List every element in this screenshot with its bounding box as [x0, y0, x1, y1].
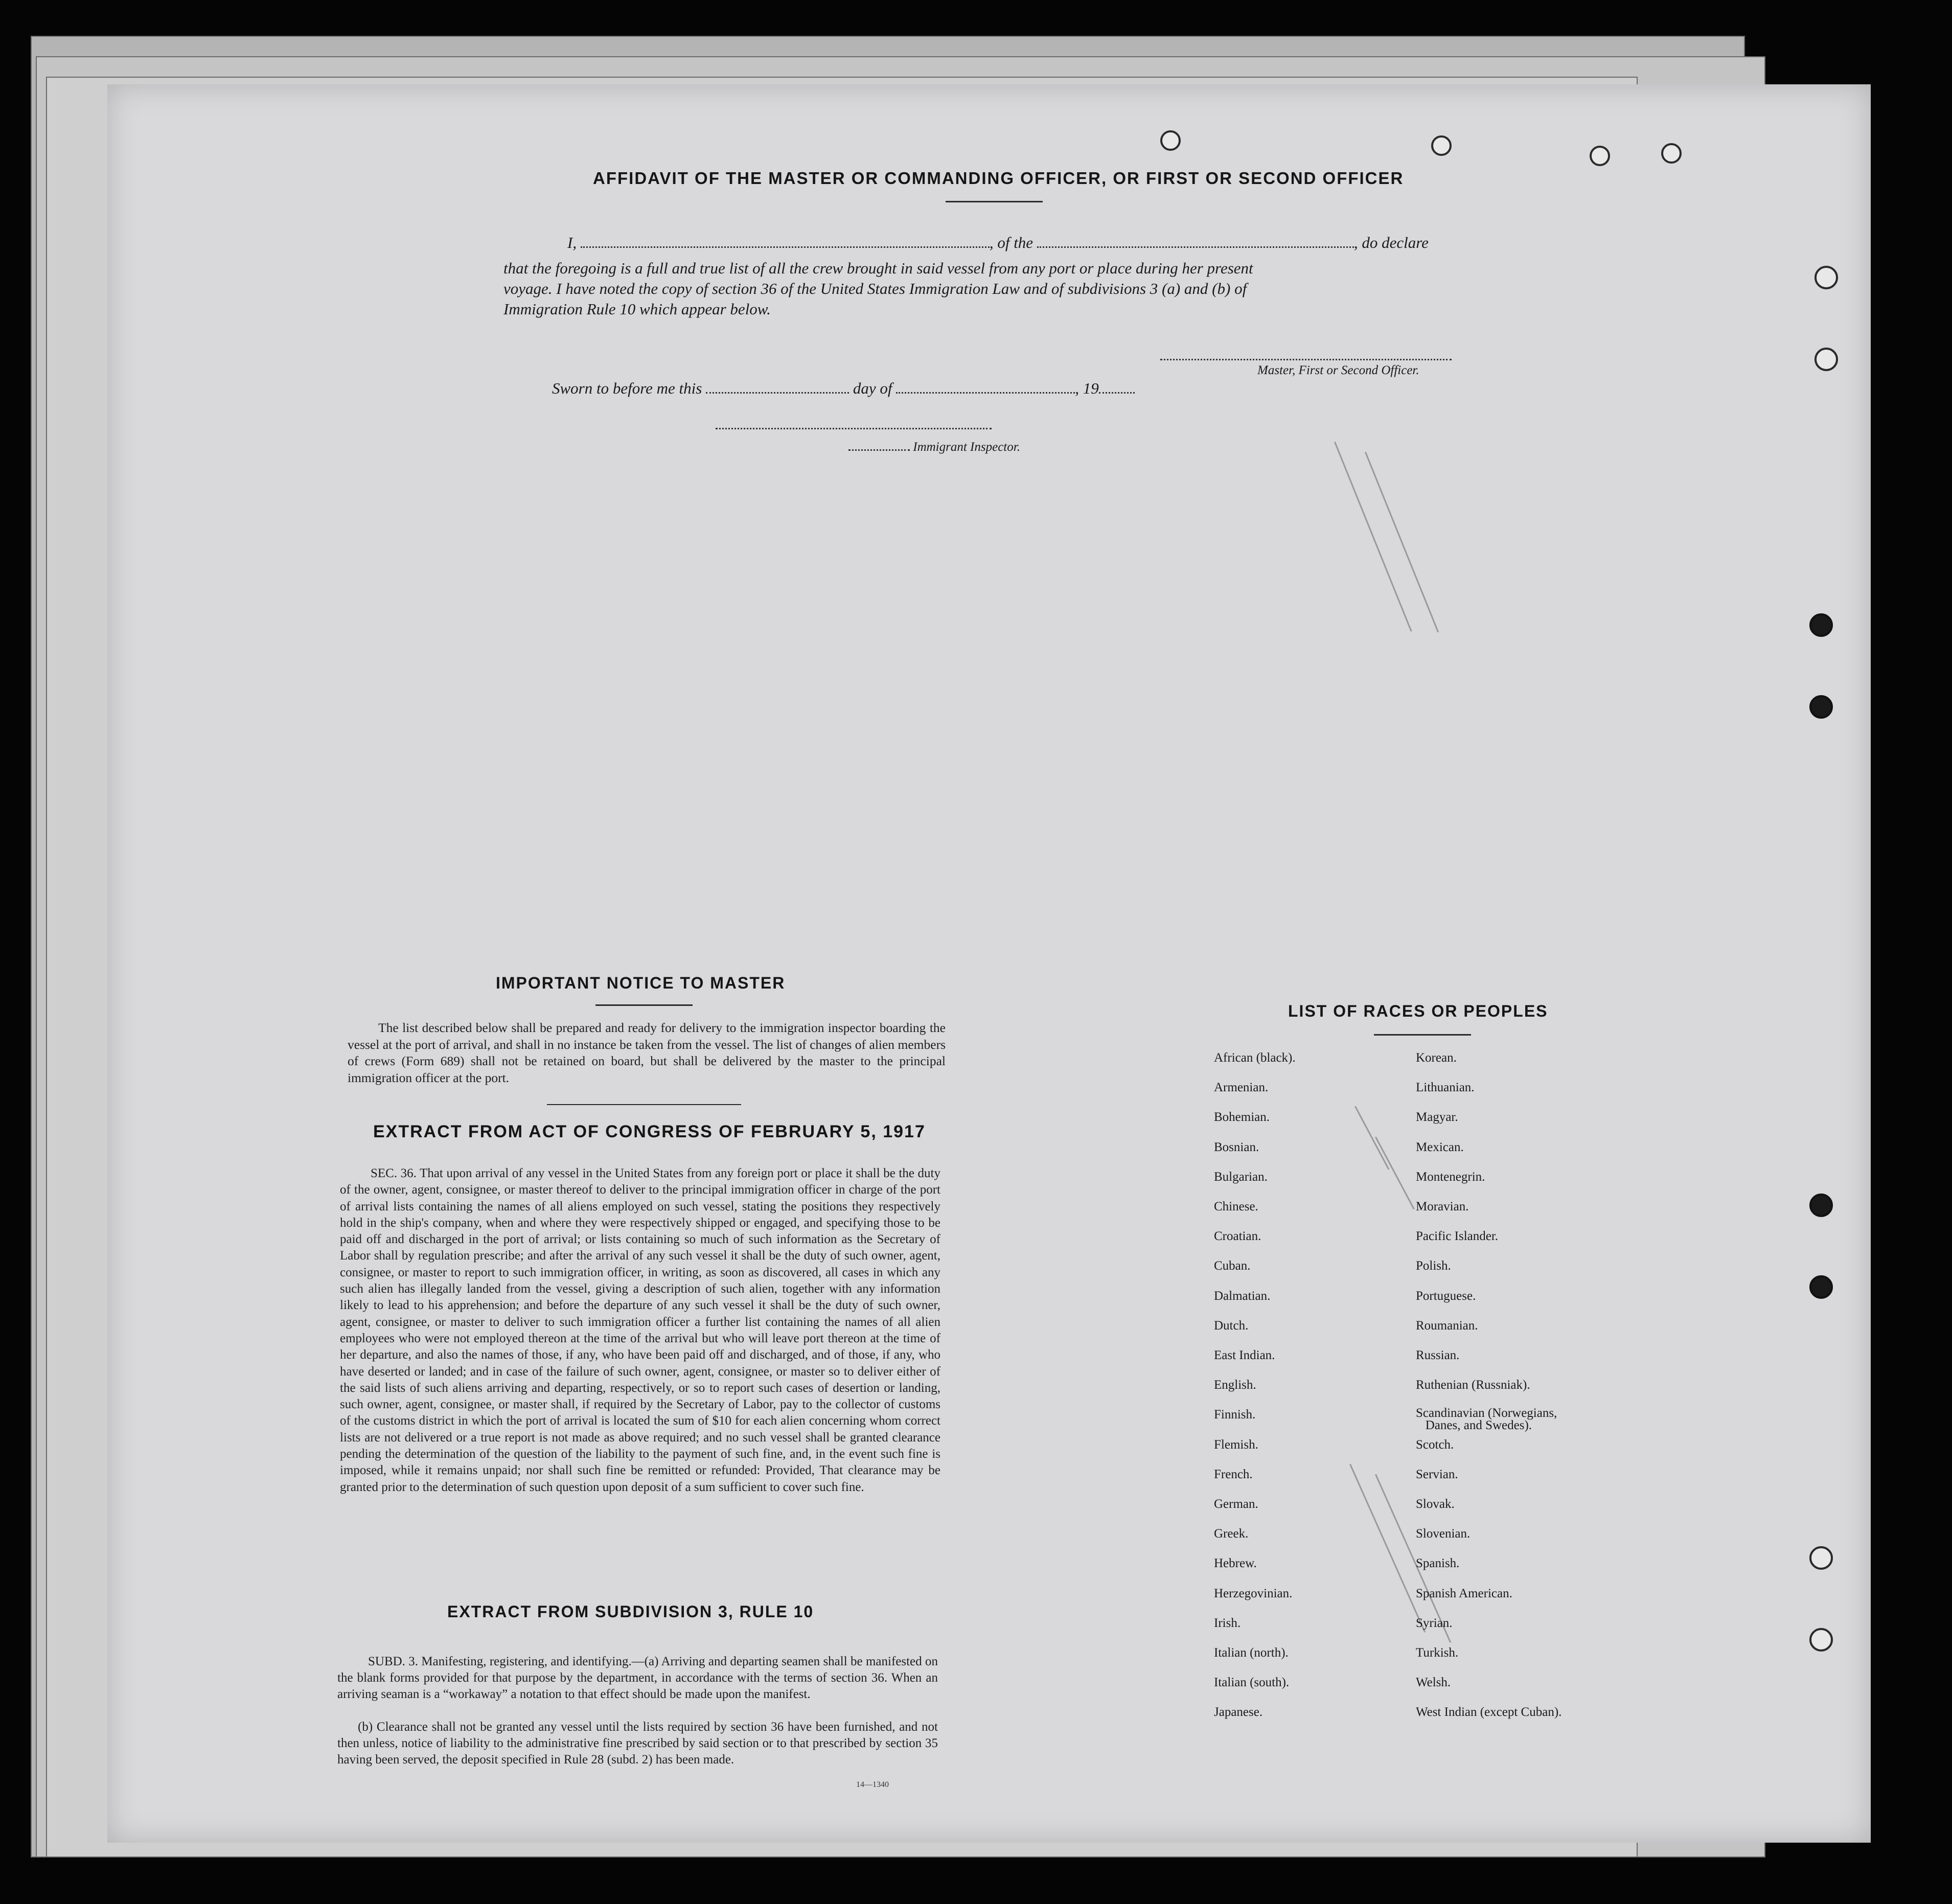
- punch-hole: [1815, 348, 1838, 371]
- punch-hole: [1809, 1628, 1833, 1651]
- year-label: , 19: [1075, 379, 1099, 397]
- race-item: Italian (north).: [1214, 1646, 1289, 1660]
- race-item: Scotch.: [1416, 1437, 1454, 1452]
- race-item: Magyar.: [1416, 1110, 1458, 1125]
- race-item: Flemish.: [1214, 1437, 1258, 1452]
- name-blank[interactable]: [581, 234, 990, 248]
- affidavit-title: AFFIDAVIT OF THE MASTER OR COMMANDING OFFICER, OR FIRST OR SECOND OFFICER: [593, 169, 1404, 188]
- sworn-month-blank[interactable]: [896, 380, 1075, 394]
- race-item: English.: [1214, 1378, 1256, 1392]
- year-blank[interactable]: [1099, 380, 1135, 394]
- punch-hole: [1809, 1275, 1833, 1299]
- affidavit-i: I,: [567, 234, 577, 251]
- race-item: Lithuanian.: [1416, 1081, 1475, 1095]
- punch-hole: [1815, 266, 1838, 289]
- punch-hole: [1809, 613, 1833, 637]
- race-item: Ruthenian (Russniak).: [1416, 1378, 1530, 1392]
- inspector-caption-line: [848, 437, 1020, 457]
- rule-extract-title: EXTRACT FROM SUBDIVISION 3, RULE 10: [447, 1602, 814, 1621]
- punch-hole: [1809, 695, 1833, 719]
- vessel-blank[interactable]: [1037, 234, 1354, 248]
- race-item: Hebrew.: [1214, 1556, 1257, 1571]
- affidavit-line-1: [567, 233, 1429, 253]
- act-section-36-text: SEC. 36. That upon arrival of any vessel in the United States from any foreign port or place it shall be the duty of the owner, agent, consignee, or master thereof to deliver to the principal immigration officer in charge of the port of arrival lists containing the names of all aliens employed on such vessel, stating the positions they respectively hold in the ship's company, when and where they were respectively shipped or engaged, and specifying those to be paid off and discharged in the port of arrival; or lists containing so much of such information as the Secretary of Labor shall by regulation prescribe; and after the arrival of any such vessel it shall be the duty of such owner, agent, consignee, or master to report to such immigration officer, in writing, as soon as discovered, all cases in which any such alien has illegally landed from the vessel, giving a description of such alien, together with any information likely to lead to his apprehension; and before the departure of any such vessel it shall be the duty of such owner, agent, consignee, or master to deliver to such immigration officer a further list containing the names of all alien employees who were not employed thereon at the time of the arrival but who will leave port thereon at the time of her departure, and also the names of those, if any, who have been paid off and discharged, and of those, if any, who have deserted or landed; and in case of the failure of such owner, agent, consignee, or master so to deliver either of the said lists of such aliens arriving and departing, respectively, or so to report such cases of desertion or landing, such owner, agent, consignee, or master shall, if required by the Secretary of Labor, pay to the collector of customs of the customs district in which the port of arrival is located the sum of $10 for each alien concerning whom correct lists are not delivered or a true report is not made as above required; and no such vessel shall be granted clearance pending the determination of the question of the liability to the payment of such fine, and, in the event such fine is imposed, while it remains unpaid; nor shall such fine be remitted or refunded: Provided, That clearance may be granted prior to the determination of such question upon deposit of a sum sufficient to cover such fine.: [340, 1166, 940, 1494]
- punch-hole: [1809, 1194, 1833, 1217]
- sworn-day-blank[interactable]: [706, 380, 849, 394]
- rule-subd-3b-text: (b) Clearance shall not be granted any vessel until the lists required by section 36 have been furnished, and not then unless, notice of liability to the administrative fine prescribed by said section or to that prescribed by section 35 having been served, the deposit specified in Rule 28 (subd. 2) has been made.: [337, 1720, 938, 1767]
- race-item: Russian.: [1416, 1348, 1460, 1362]
- affidavit-line-4: Immigration Rule 10 which appear below.: [503, 300, 771, 318]
- race-item: Japanese.: [1214, 1705, 1263, 1719]
- pencil-mark: [1375, 1137, 1415, 1210]
- notice-title: IMPORTANT NOTICE TO MASTER: [496, 974, 786, 992]
- inspector-signature-line[interactable]: [716, 414, 992, 434]
- race-item: Korean.: [1416, 1051, 1457, 1065]
- race-item: Dutch.: [1214, 1318, 1249, 1333]
- day-of-label: day of: [853, 379, 892, 397]
- pencil-mark: [1349, 1464, 1426, 1633]
- notice-text: The list described below shall be prepared and ready for delivery to the immigration inspector boarding the vessel at the port of arrival, and shall in no instance be taken from the vessel. The list of changes of alien members of crews (Form 689) shall not be retained on board, but shall be delivered by the master to the principal immigration officer at the port.: [348, 1020, 946, 1085]
- race-item: Syrian.: [1416, 1616, 1453, 1630]
- race-item: Montenegrin.: [1416, 1169, 1485, 1184]
- punch-hole: [1431, 135, 1452, 156]
- punch-hole: [1590, 146, 1610, 166]
- rule-subd-3a-text: SUBD. 3. Manifesting, registering, and identifying.—(a) Arriving and departing seamen shall be manifested on the blank forms provided for that purpose by the department, in accordance with the terms of section 36. When an arriving seaman is a “workaway” a notation to that effect should be made upon the manifest.: [337, 1655, 938, 1701]
- section-rule: [547, 1104, 741, 1105]
- race-item: Herzegovinian.: [1214, 1586, 1293, 1600]
- race-item: Dalmatian.: [1214, 1289, 1271, 1303]
- race-item: French.: [1214, 1467, 1253, 1481]
- master-caption: Master, First or Second Officer.: [1257, 363, 1419, 377]
- race-item: African (black).: [1214, 1051, 1296, 1065]
- affidavit-line-3: voyage. I have noted the copy of section 36 of the United States Immigration Law and of subdivisions 3 (a) and (b) of: [503, 280, 1247, 297]
- form-number: 14—1340: [856, 1780, 889, 1789]
- race-item: Armenian.: [1214, 1081, 1269, 1095]
- race-item: West Indian (except Cuban).: [1416, 1705, 1562, 1719]
- race-item: Bulgarian.: [1214, 1169, 1268, 1184]
- inspector-caption: Immigrant Inspector.: [913, 440, 1020, 454]
- race-item: Spanish.: [1416, 1556, 1460, 1571]
- race-item: Roumanian.: [1416, 1318, 1478, 1333]
- sworn-label: Sworn to before me this: [552, 379, 702, 397]
- race-item: Moravian.: [1416, 1200, 1469, 1213]
- race-item: Cuban.: [1214, 1259, 1251, 1273]
- race-item: Chinese.: [1214, 1200, 1258, 1213]
- race-item: Bosnian.: [1214, 1140, 1259, 1154]
- race-item: Mexican.: [1416, 1140, 1464, 1154]
- race-item: Scandinavian (Norwegians, Danes, and Swedes).: [1416, 1406, 1557, 1433]
- race-item: Portuguese.: [1416, 1289, 1476, 1303]
- race-item: Croatian.: [1214, 1229, 1261, 1244]
- title-rule: [1374, 1034, 1471, 1036]
- race-item: Servian.: [1416, 1467, 1458, 1481]
- race-item: Greek.: [1214, 1527, 1249, 1541]
- affidavit-declare: , do declare: [1353, 234, 1429, 251]
- race-item: Pacific Islander.: [1416, 1229, 1499, 1244]
- race-item: Finnish.: [1214, 1408, 1256, 1422]
- title-rule: [595, 1004, 693, 1006]
- race-item: Spanish American.: [1416, 1586, 1512, 1600]
- race-item: Irish.: [1214, 1616, 1241, 1630]
- race-item: Welsh.: [1416, 1676, 1451, 1690]
- race-item: Bohemian.: [1214, 1110, 1270, 1125]
- race-item: Polish.: [1416, 1259, 1451, 1273]
- sworn-line: [552, 378, 1135, 399]
- manifest-page: [107, 84, 1871, 1843]
- punch-hole: [1661, 143, 1682, 164]
- race-item: Italian (south).: [1214, 1676, 1290, 1690]
- race-item: Slovenian.: [1416, 1527, 1471, 1541]
- pencil-mark: [1354, 1106, 1389, 1170]
- race-item: Slovak.: [1416, 1497, 1455, 1511]
- affidavit-line-2: that the foregoing is a full and true list of all the crew brought in said vessel from any port or place during her present: [503, 259, 1253, 277]
- affidavit-of-the: , of the: [989, 234, 1034, 251]
- punch-hole: [1160, 130, 1181, 151]
- race-item: East Indian.: [1214, 1348, 1275, 1362]
- act-extract-title: EXTRACT FROM ACT OF CONGRESS OF FEBRUARY 5, 1917: [373, 1122, 926, 1141]
- races-title: LIST OF RACES OR PEOPLES: [1288, 1002, 1548, 1020]
- title-rule: [946, 201, 1043, 202]
- punch-hole: [1809, 1546, 1833, 1570]
- race-item: German.: [1214, 1497, 1258, 1511]
- race-item: Turkish.: [1416, 1646, 1459, 1660]
